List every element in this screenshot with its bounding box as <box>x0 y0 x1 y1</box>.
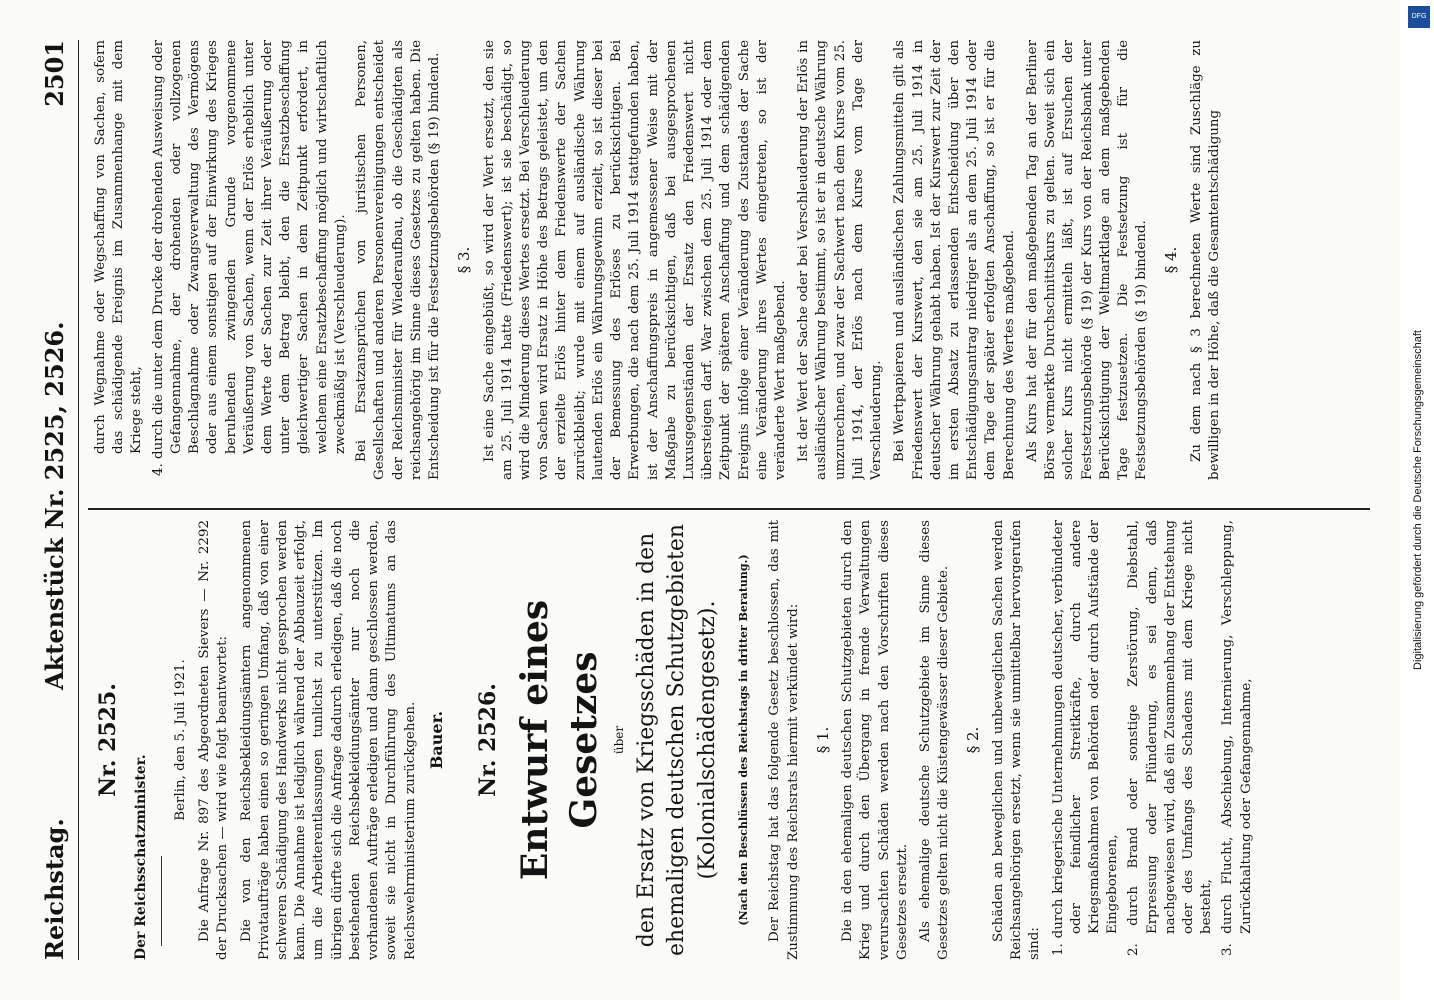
section-3-paragraph-2: Ist der Wert der Sache oder bei Verschleuderung der Erlös in ausländischer Währung bestimmt, so ist er in deutsche Währung umzurechnen, und zwar der Sachwert nach dem Kurse vom 25. Juli 1914, der Erlös nach dem Kurse vom Tage der Verschleuderung. <box>796 40 885 480</box>
doc2525-intro: Die Anfrage Nr. 897 des Abgeordneten Sievers — Nr. 2292 der Drucksachen — wird wie folgt beantwortet: <box>197 520 231 960</box>
list-item-continued: durch Wegnahme oder Wegschaffung von Sachen, sofern das schädigende Ereignis im Zusammenhange mit dem Kriege steht, <box>93 40 145 454</box>
list-item: 2. durch Brand oder sonstige Zerstörung, Diebstahl, Erpressung oder Plünderung, es sei denn, daß nachgewiesen wird, daß ein Zusammenhang der Entstehung oder des Umfangs des Schadens mit dem Kriege nicht besteht, <box>1126 520 1215 956</box>
right-column <box>92 40 1370 480</box>
doc2525-sender: Der Reichsschatzminister. <box>132 754 149 960</box>
section-3-paragraph-3: Bei Wertpapieren und ausländischen Zahlungsmitteln gilt als Friedenswert der Kurswert, den sie am 25. Juli 1914 in deutscher Währung gehabt haben. Ist der Kurswert zur Zeit der im ersten Absatz zu erlassenden Entscheidung über den Entschädigungsantrag niedriger als an dem 25. Juli 1914 oder dem Tage der später erfolgten Anschaffung, so ist er für die Berechnung des Wertes maßgebend. <box>892 40 1017 480</box>
section-2-paragraph-2: Bei Ersatzansprüchen von juristischen Personen, Gesellschaften und anderen Personenvereinigungen entscheidet der Reichsminister für Wiederaufbau, ob die Geschädigten als reichsangehörig im Sinne dieses Gesetzes zu gelten haben. Die Entscheidung ist für die Festsetzungsbehörden (§ 19) bindend. <box>354 40 442 480</box>
header-left: Reichstag. <box>40 818 69 960</box>
doc2526-title-ueber: über <box>612 725 627 755</box>
section-4-heading: § 4. <box>1162 246 1181 274</box>
doc2526-note: (Nach den Beschlüssen des Reichstags in dritter Beratung.) <box>737 554 751 926</box>
page-header <box>40 40 79 960</box>
dfg-logo: DFG <box>1408 6 1430 28</box>
list-item: 1. durch kriegerische Unternehmungen deutscher, verbündeter oder feindlicher Streitkräfte, durch andere Kriegsmaßnahmen von Behörden oder durch Aufstände der Eingeborenen, <box>1050 520 1121 956</box>
dfg-notice: Digitalisierung gefördert durch die Deutsche Forschungsgemeinschaft <box>1412 330 1424 670</box>
section-1-paragraph-1: Die in den ehemaligen deutschen Schutzgebieten durch den Krieg und durch den Übergang in fremde Verwaltungen verursachten Schäden werden nach den Vorschriften dieses Gesetzes ersetzt. <box>840 520 910 960</box>
section-2-heading: § 2. <box>964 726 983 754</box>
section-1-paragraph-2: Als ehemalige deutsche Schutzgebiete im Sinne dieses Gesetzes gelten nicht die Küstengewässer dieser Gebiete. <box>918 520 952 960</box>
column-divider <box>88 509 1370 511</box>
header-title: Aktenstück Nr. 2525, 2526. <box>40 321 69 690</box>
doc2525-number: Nr. 2525. <box>95 683 121 797</box>
divider-rule <box>161 856 162 946</box>
doc2526-number: Nr. 2526. <box>474 683 501 797</box>
list-item: 3. durch Flucht, Abschiebung, Internierung, Verschleppung, Zurückhaltung oder Gefangennahme, <box>1220 520 1254 956</box>
doc2525-dateline: Berlin, den 5. Juli 1921. <box>172 659 188 821</box>
list-item: 4. durch die unter dem Drucke der drohenden Ausweisung oder Gefangennahme, der drohenden oder vollzogenen Beschlagnahme oder Zwangsverwaltung des Vermögens oder aus einem sonstigen auf der Einwirkung des Krieges beruhenden zwingenden Grunde vorgenommene Veräußerung von Sachen, wenn der Erlös erheblich unter dem Werte der Sachen zur Zeit ihrer Veräußerung oder unter dem Betrag bleibt, den die Ersatzbeschaffung gleichwertiger Sachen in dem Zeitpunkt erfordert, in welchem eine Ersatzbeschaffung möglich und wirtschaftlich zweckmäßig ist (Verschleuderung). <box>150 40 348 476</box>
doc2525-body: Die von den Reichsbekleidungsämtern angenommenen Privataufträge haben einen so geringen Umfang, daß von einer schweren Schädigung des Handwerks nicht gesprochen werden kann. Die Annahme ist lediglich während der Abbauzeit erfolgt, um die Arbeiterentlassungen tunlichst zu unterstützen. Im übrigen dürfte sich die Anfrage dadurch erledigen, daß die noch bestehenden Reichsbekleidungsämter nur noch die vorhandenen Aufträge erledigen und dann geschlossen werden, soweit sie nicht in Durchführung des Ultimatums an das Reichswehrministerium zurückgehen. <box>238 520 418 960</box>
section-2-paragraph-1: Schäden an beweglichen und unbeweglichen Sachen werden Reichsangehörigen ersetzt, wenn sie unmittelbar hervorgerufen sind: <box>990 520 1043 960</box>
dfg-notice-strip <box>1404 0 1434 1000</box>
section-4-paragraph-1: Zu dem nach § 3 berechneten Werte sind Zuschläge zu bewilligen in der Höhe, daß die Gesamtentschädigung <box>1188 40 1223 480</box>
doc2526-preamble: Der Reichstag hat das folgende Gesetz beschlossen, das mit Zustimmung des Reichsrats hiermit verkündet wird: <box>767 520 801 960</box>
doc2525-signature: Bauer. <box>426 710 446 770</box>
left-column <box>92 520 1370 960</box>
section-1-heading: § 1. <box>813 726 832 754</box>
page-number: 2501 <box>40 40 69 107</box>
doc2526-title-main: den Ersatz von Kriegsschäden in den ehemaligen deutschen Schutzgebieten <box>633 523 689 957</box>
doc2526-subtitle: (Kolonialschädengesetz). <box>695 600 721 880</box>
rotated-page <box>10 0 1390 1000</box>
doc2526-title: Entwurf eines Gesetzes <box>514 599 606 881</box>
section-3-paragraph-4: Als Kurs hat der für den maßgebenden Tag an der Berliner Börse vermerkte Durchschnittskurs zu gelten. Soweit sich ein solcher Kurs nicht ermitteln läßt, ist auf Ersuchen der Festsetzungsbehörde (§ 19) der Kurs von der Reichsbank unter Berücksichtigung der Weltmarktlage an dem maßgebenden Tage festzusetzen. Die Festsetzung ist für die Festsetzungsbehörden (§ 19) bindend. <box>1024 40 1150 480</box>
section-3-heading: § 3. <box>455 246 474 274</box>
section-3-paragraph-1: Ist eine Sache eingebüßt, so wird der Wert ersetzt, den sie am 25. Juli 1914 hatte (Friedenswert); ist sie beschädigt, so wird die Minderung dieses Wertes ersetzt. Bei Verschleuderung von Sachen wird Ersatz in Höhe des Betrags geleistet, um den der erzielte Erlös hinter dem Friedenswerte der Sachen zurückbleibt; wurde mit einem auf ausländische Währung lautenden Erlös ein Währungsgewinn erzielt, so ist dieser bei der Bemessung des Erlöses zu berücksichtigen. Bei Erwerbungen, die nach dem 25. Juli 1914 stattgefunden haben, ist der Anschaffungspreis in angemessener Weise mit der Maßgabe zu berücksichtigen, daß bei ausgesprochenen Luxusgegenständen der Ersatz den Friedenswert nicht übersteigen darf. War zwischen dem 25. Juli 1914 oder dem Zeitpunkt der späteren Anschaffung und dem schädigenden Ereignis infolge einer Veränderung des Zustandes der Sache eine Veränderung ihres Wertes eingetreten, so ist der veränderte Wert maßgebend. <box>481 40 789 480</box>
